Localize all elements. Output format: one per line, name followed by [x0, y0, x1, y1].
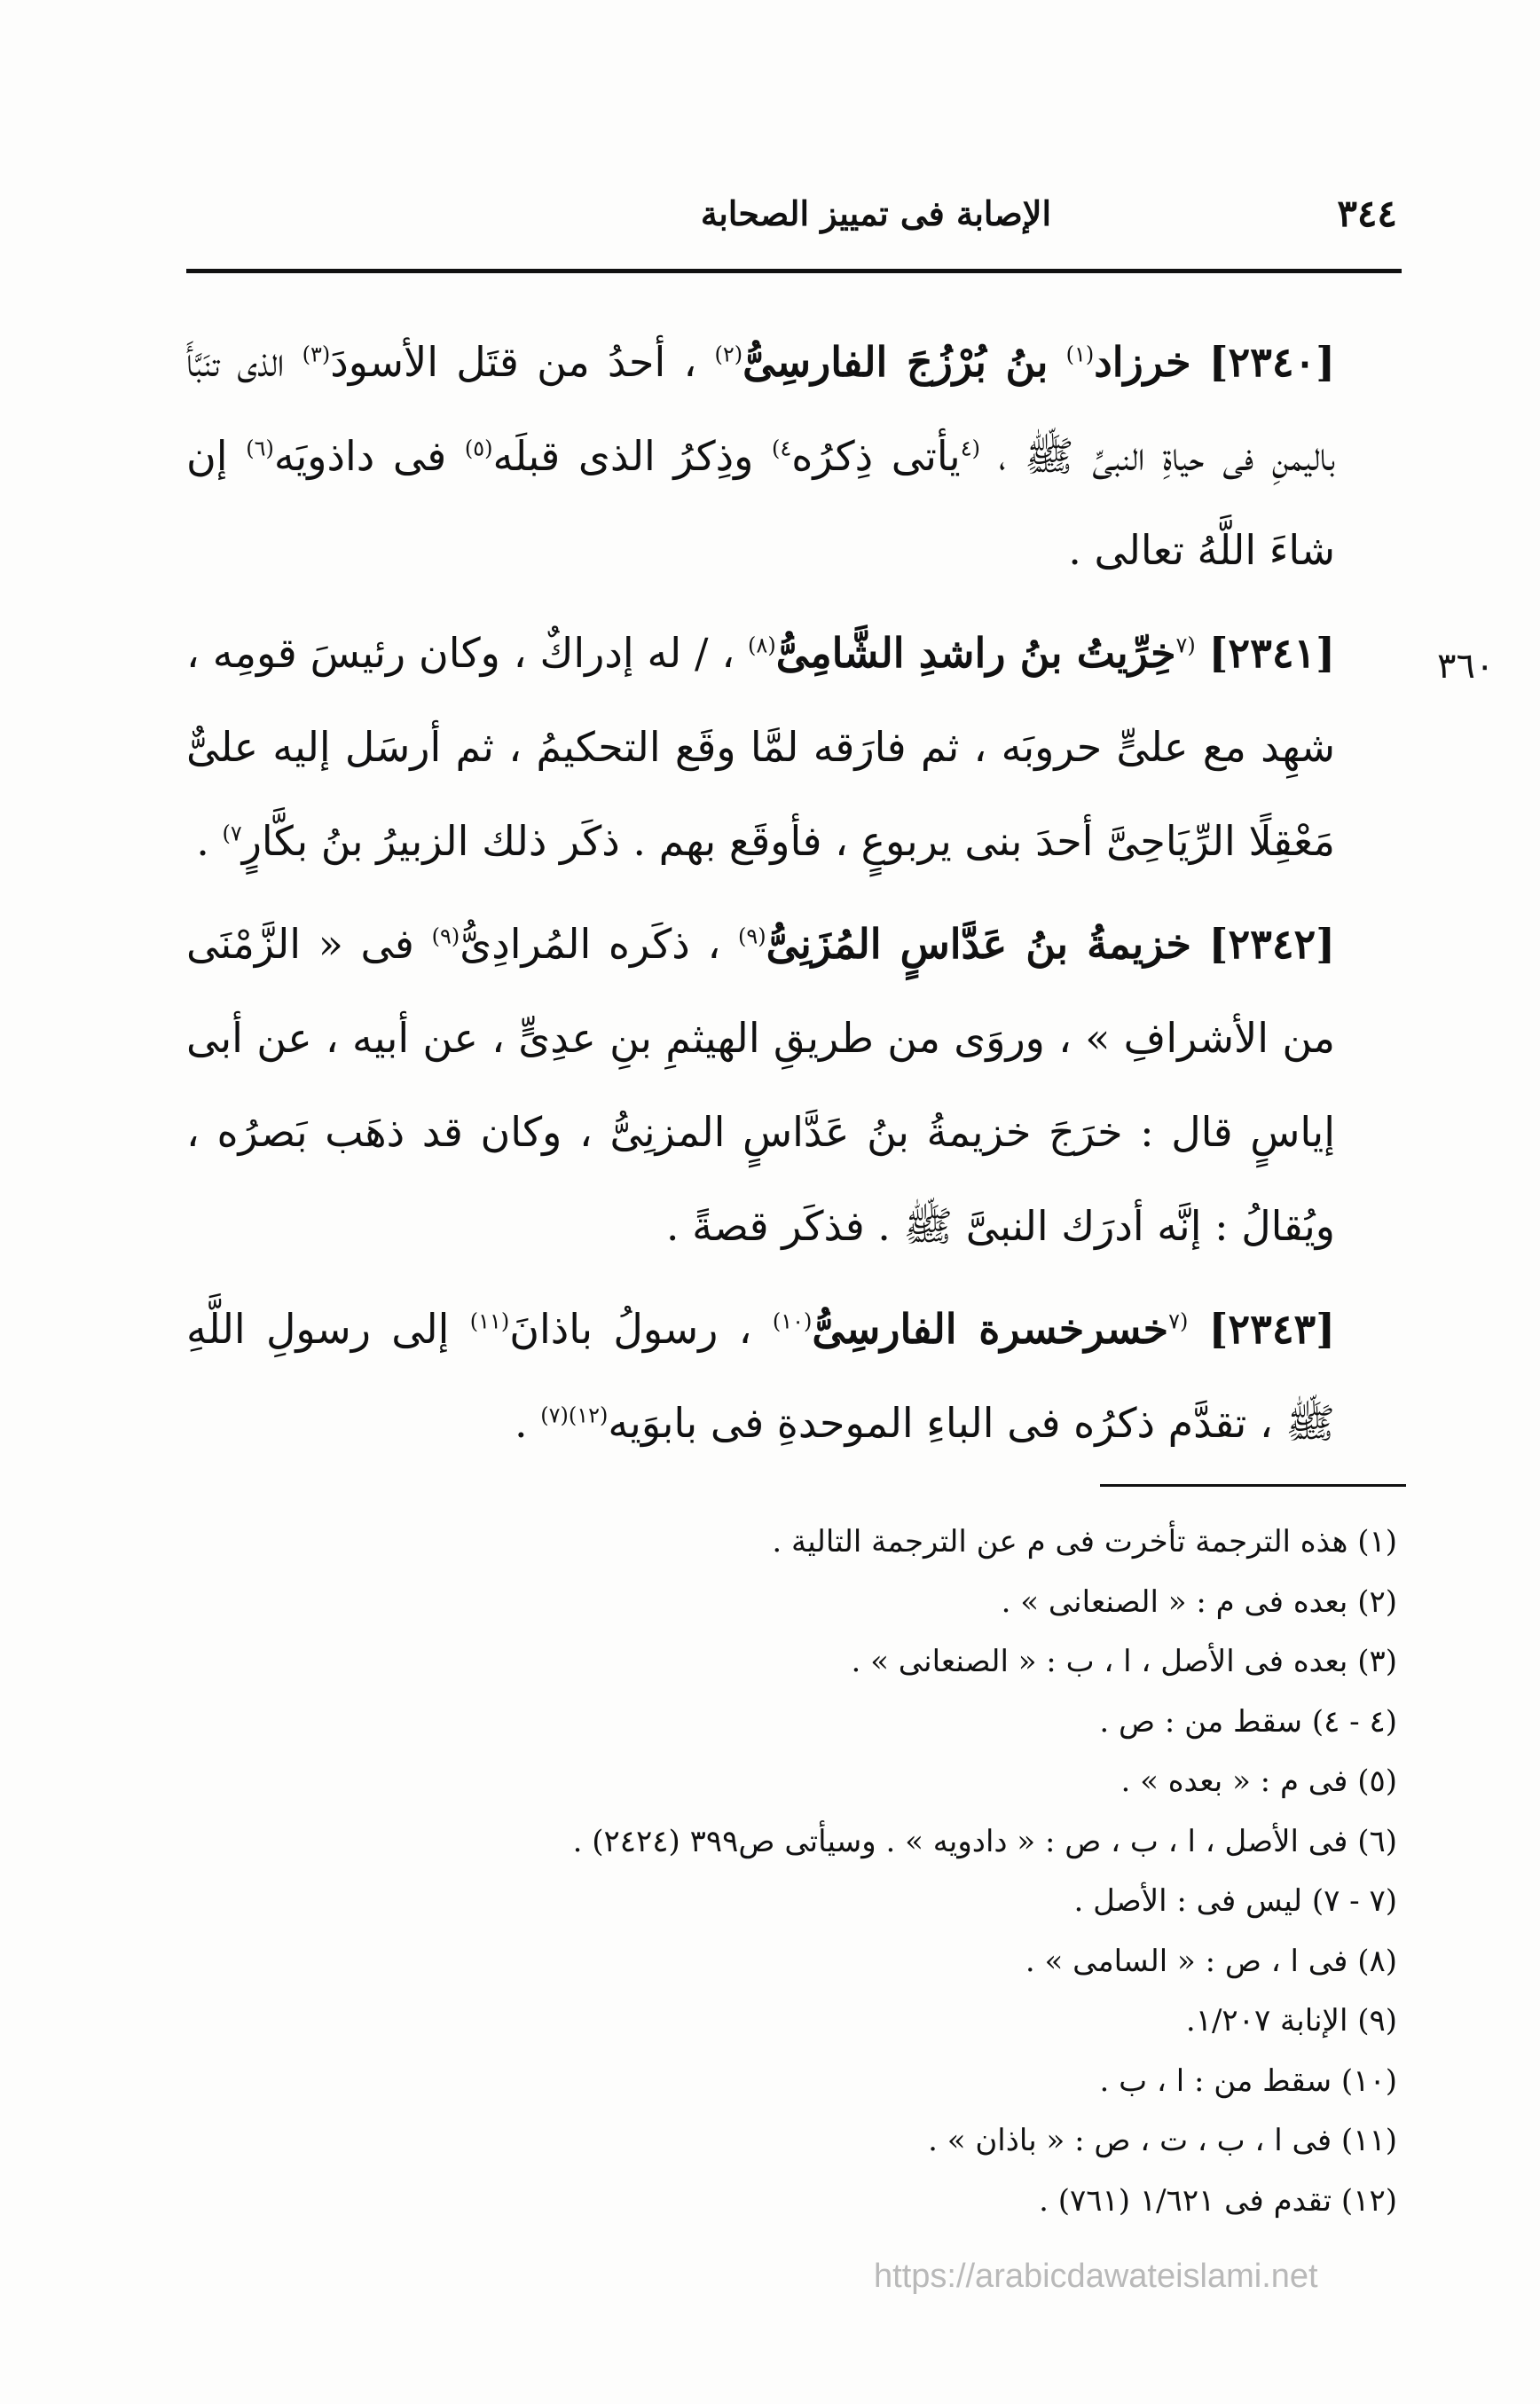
- entry-name: خزيمةُ بنُ عَدَّاسٍ المُزَنِىُّ: [766, 920, 1191, 968]
- footnote-marker: (٦): [246, 436, 274, 461]
- entry-text: ، ذكَره المُرادِىُّ: [460, 920, 721, 968]
- entry-text: فى « الزَّمْنَى من الأشرافِ » ، وروَى من طريقِ الهيثمِ بنِ عدِىٍّ ، عن أبيه ، عن أبى إياسٍ قال : خرَجَ خزيمةُ بنُ عَدَّاسٍ المزنِىُّ ، وكان قد ذهَب بَصرُه ، ويُقالُ : إنَّه أدرَك النبىَّ ﷺ . فذكَر قصةً .: [186, 920, 1335, 1250]
- entry-text: الذى تنَبَّأَ باليمنِ فى حياةِ النبىِّ ﷺ ،: [186, 338, 1336, 480]
- entry-text: ، أحدُ من قتَل الأسودَ: [330, 338, 697, 386]
- header-divider: [186, 269, 1402, 273]
- footnote-marker: (٢): [714, 342, 743, 367]
- footnote-marker: ٧): [222, 821, 242, 846]
- page-number: ٣٤٤: [1337, 192, 1397, 235]
- footnote-6: (٦) فى الأصل ، ا ، ب ، ص : « دادويه » . وسيأتى ص٣٩٩ (٢٤٢٤) .: [572, 1823, 1397, 1859]
- footnote-1: (١) هذه الترجمة تأخرت فى م عن الترجمة التالية .: [772, 1524, 1397, 1559]
- entry-name: خسرخسرة الفارسِىُّ: [812, 1305, 1169, 1353]
- entry-text: .: [196, 817, 209, 865]
- footnote-marker: (١١): [469, 1308, 510, 1334]
- entry-text: ، / له إدراكٌ ، وكان رئيسَ قومِه ، شهِد مع علىٍّ حروبَه ، ثم فارَقه لمَّا وقَع التحكيمُ ، ثم أرسَل إليه علىٌّ مَعْقِلًا الرِّيَاحِىَّ أحدَ بنى يربوعٍ ، فأوقَع بهم . ذكَر ذلك الزبيرُ بنُ بكَّارٍ: [186, 629, 1335, 865]
- book-title: الإصابة فى تمييز الصحابة: [700, 193, 1051, 233]
- footnote-9: (٩) الإنابة ١/٢٠٧.: [1185, 2003, 1397, 2039]
- footnote-marker: (٩): [431, 923, 460, 949]
- main-text: [186, 315, 1335, 1479]
- running-header: [186, 186, 1397, 240]
- entry-2343: [186, 1282, 1335, 1470]
- footnote-12: (١٢) تقدم فى ١/٦٢١ (٧٦١) .: [1039, 2182, 1397, 2219]
- footnote-marker: (١): [1065, 342, 1095, 367]
- entry-name: خِرِّيتُ بنُ راشدِ الشَّامِىُّ: [775, 629, 1176, 677]
- footnote-8: (٨) فى ا ، ص : « السامى » .: [1025, 1943, 1397, 1979]
- footnote-marker: (٩): [738, 923, 766, 949]
- footnote-marker: (١٠): [772, 1308, 813, 1334]
- entry-2342: [186, 897, 1335, 1273]
- entry-text: .: [514, 1399, 528, 1447]
- entry-name: خرزاد: [1094, 338, 1191, 386]
- entry-text: إن شاءَ اللَّهُ تعالى .: [186, 432, 1335, 574]
- entry-text: يأتى ذِكرُه: [791, 432, 961, 480]
- entry-text: ، رسولُ باذانَ: [509, 1305, 752, 1353]
- footnote-divider: [1100, 1484, 1406, 1487]
- footnote-marker: (٣): [302, 342, 331, 367]
- footnote-11: (١١) فى ا ، ب ، ت ، ص : « باذان » .: [928, 2123, 1397, 2158]
- footnote-marker: (٧): [540, 1402, 569, 1428]
- watermark-url: https://arabicdawateislami.net: [874, 2258, 1318, 2295]
- entry-2341: [186, 606, 1335, 888]
- entry-number: [٢٣٤١]: [1208, 629, 1336, 677]
- footnote-marker: (١٢): [568, 1402, 609, 1428]
- footnote-3: (٣) بعده فى الأصل ، ا ، ب : « الصنعانى » .: [851, 1644, 1397, 1679]
- entry-number: [٢٣٤٠]: [1208, 338, 1336, 386]
- margin-page-reference: ٣٦٠: [1437, 646, 1495, 687]
- footnote-10: (١٠) سقط من : ا ، ب .: [1099, 2062, 1397, 2099]
- entry-name-lineage: بنُ بُرْزُجَ الفارسِىُّ: [742, 338, 1049, 386]
- entry-number: [٢٣٤٢]: [1208, 920, 1336, 968]
- entry-number: [٢٣٤٣]: [1208, 1305, 1335, 1353]
- footnote-marker: (٧: [1175, 632, 1196, 658]
- footnote-marker: (٧: [1168, 1308, 1189, 1334]
- footnote-2: (٢) بعده فى م : « الصنعانى » .: [1001, 1583, 1397, 1620]
- footnote-marker: ٤): [772, 436, 792, 461]
- footnote-7: (٧ - ٧) ليس فى : الأصل .: [1073, 1883, 1397, 1919]
- footnote-4: (٤ - ٤) سقط من : ص .: [1099, 1703, 1397, 1740]
- entry-text: فى داذويَه: [273, 432, 447, 480]
- footnotes: [186, 1512, 1397, 2231]
- footnote-marker: (٨): [748, 632, 776, 658]
- footnote-marker: (٤: [960, 436, 980, 461]
- entry-text: إلى رسولِ اللَّهِ ﷺ ، تقدَّم ذكرُه فى الباءِ الموحدةِ فى بابوَيه: [186, 1305, 1335, 1447]
- entry-text: وذِكرُ الذى قبلَه: [492, 432, 754, 480]
- footnote-marker: (٥): [464, 436, 493, 461]
- entry-2340: [186, 315, 1335, 597]
- footnote-5: (٥) فى م : « بعده » .: [1120, 1764, 1397, 1799]
